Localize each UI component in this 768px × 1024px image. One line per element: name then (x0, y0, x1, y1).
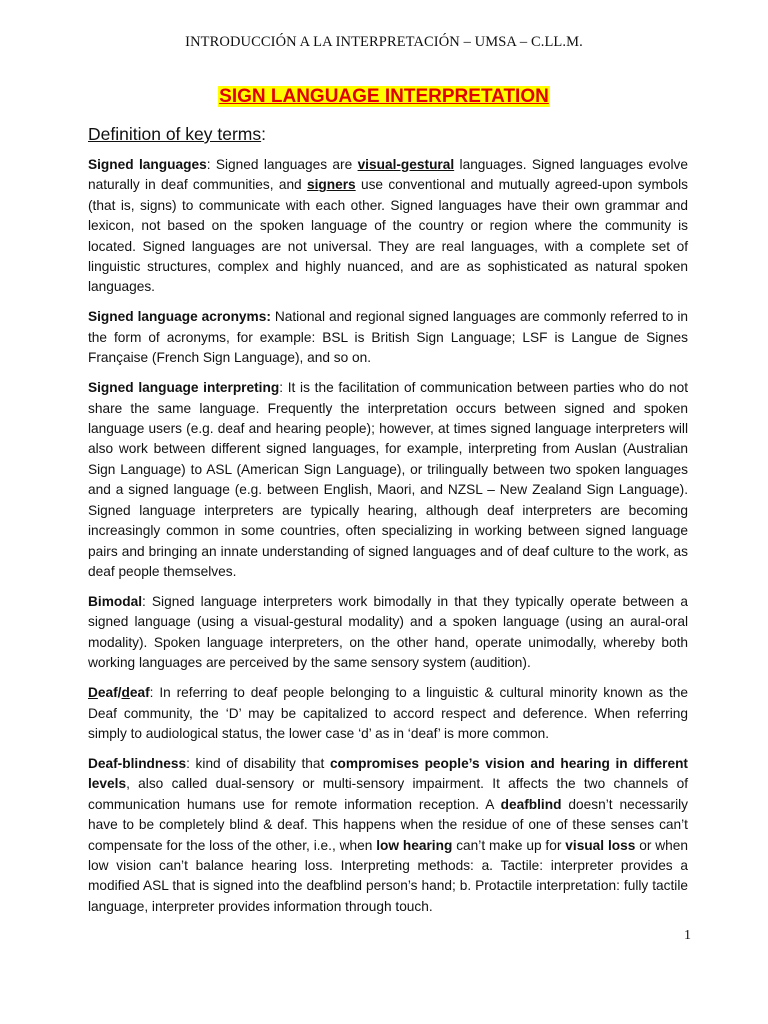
keyword-compromises-vision-hearing: compromises people’s vision and hearing in different levels (88, 755, 688, 792)
term-deaf-blindness: Deaf-blindness (88, 755, 187, 771)
definition-text: languages. Signed languages evolve naturally in deaf communities, and (88, 157, 688, 193)
paragraph-deaf (88, 683, 688, 744)
term-deaf-capital: D (88, 685, 98, 701)
document-title: SIGN LANGUAGE INTERPRETATION (219, 86, 549, 107)
paragraph-bimodal (88, 592, 688, 674)
keyword-low-hearing: low hearing (376, 837, 453, 853)
term-deaf-part: eaf/ (97, 685, 122, 701)
definition-text: : It is the facilitation of communication between parties who do not share the same language. Frequently the interpretation occurs between signed and spoken language users (e.g. deaf and hearing people); however, at times signed language interpreters will also work between different signed languages, for example, interpreting from Auslan (Australian Sign Language) to ASL (American Sign Language), or trilingually between two spoken languages and a signed language (e.g. between English, Maori, and NZSL – New Zealand Sign Language). Signed language interpreters are typically hearing, although deaf interpreters are becoming increasingly common in some countries, often specializing in working between signed language pairs and bringing an innate understanding of signed languages and of deaf culture to the work, as deaf people themselves. (88, 380, 688, 579)
section-heading (88, 124, 266, 145)
term-bimodal: Bimodal (88, 593, 142, 609)
definition-text: can’t make up for (452, 837, 566, 853)
keyword-signers: signers (306, 177, 356, 193)
running-header: INTRODUCCIÓN A LA INTERPRETACIÓN – UMSA – C.LL.M. (185, 34, 583, 50)
keyword-visual-gestural: visual-gestural (357, 157, 455, 172)
definition-text: use conventional and mutually agreed-upon symbols (that is, signs) to communicate with each other. Signed languages have their own grammar and lexicon, not based on the spoken language of the country or region where the community is located. Signed languages are not universal. They are real languages, with a complete set of linguistic structures, complex and highly nuanced, and are as sophisticated as natural spoken languages. (88, 177, 688, 295)
definition-text: doesn’t necessarily have to be completely blind & deaf. This happens when the residue of one of these senses can’t compensate for the loss of the other, i.e., when (88, 796, 688, 853)
term-deaf-lower: d (121, 685, 130, 701)
keyword-visual-loss: visual loss (565, 837, 636, 853)
definition-text: National and regional signed languages are commonly referred to in the form of acronyms, for example: BSL is British Sign Language; LSF is Langue de Signes Française (French Sign Language), and so on. (88, 309, 689, 366)
term-signed-languages: Signed languages (88, 157, 207, 172)
section-heading-colon: : (261, 124, 266, 144)
paragraph-signed-languages (88, 155, 688, 298)
definition-text: : In referring to deaf people belonging to a linguistic & cultural minority known as the Deaf community, the ‘D’ may be capitalized to accord respect and deference. When referring simply to audiological status, the lower case ‘d’ as in ‘deaf’ is more common. (88, 685, 688, 741)
definition-text: , also called dual-sensory or multi-sensory impairment. It affects the two channels of communication humans use for remote information reception. A (88, 776, 688, 812)
section-heading-text: Definition of key terms (88, 124, 262, 144)
term-signed-language-acronyms: Signed language acronyms: (88, 309, 271, 325)
definition-text: or when low vision can’t balance hearing loss. Interpreting methods: a. Tactile: interpreter provides a modified ASL that is signed into the deafblind person’s hand; b. Protactile interpretation: fully tactile language, interpreter provides information through touch. (88, 837, 688, 914)
definition-text: : Signed language interpreters work bimodally in that they typically operate between a signed language (using a visual-gestural modality) and a spoken language (using an aural-oral modality). Spoken language interpreters, on the other hand, operate unimodally, whereby both working languages are perceived by the same sensory system (audition). (88, 593, 688, 671)
paragraph-acronyms (88, 307, 688, 368)
paragraph-interpreting (88, 378, 688, 582)
title-container (0, 86, 768, 108)
definition-text: : kind of disability that (186, 755, 330, 771)
document-body (88, 155, 688, 927)
definition-text: : Signed languages are (206, 157, 358, 172)
paragraph-deaf-blindness (88, 754, 688, 917)
keyword-deafblind: deafblind (500, 796, 562, 812)
term-deaf-part: eaf (129, 685, 150, 701)
term-signed-language-interpreting: Signed language interpreting (88, 380, 280, 396)
page-number: 1 (684, 928, 691, 943)
